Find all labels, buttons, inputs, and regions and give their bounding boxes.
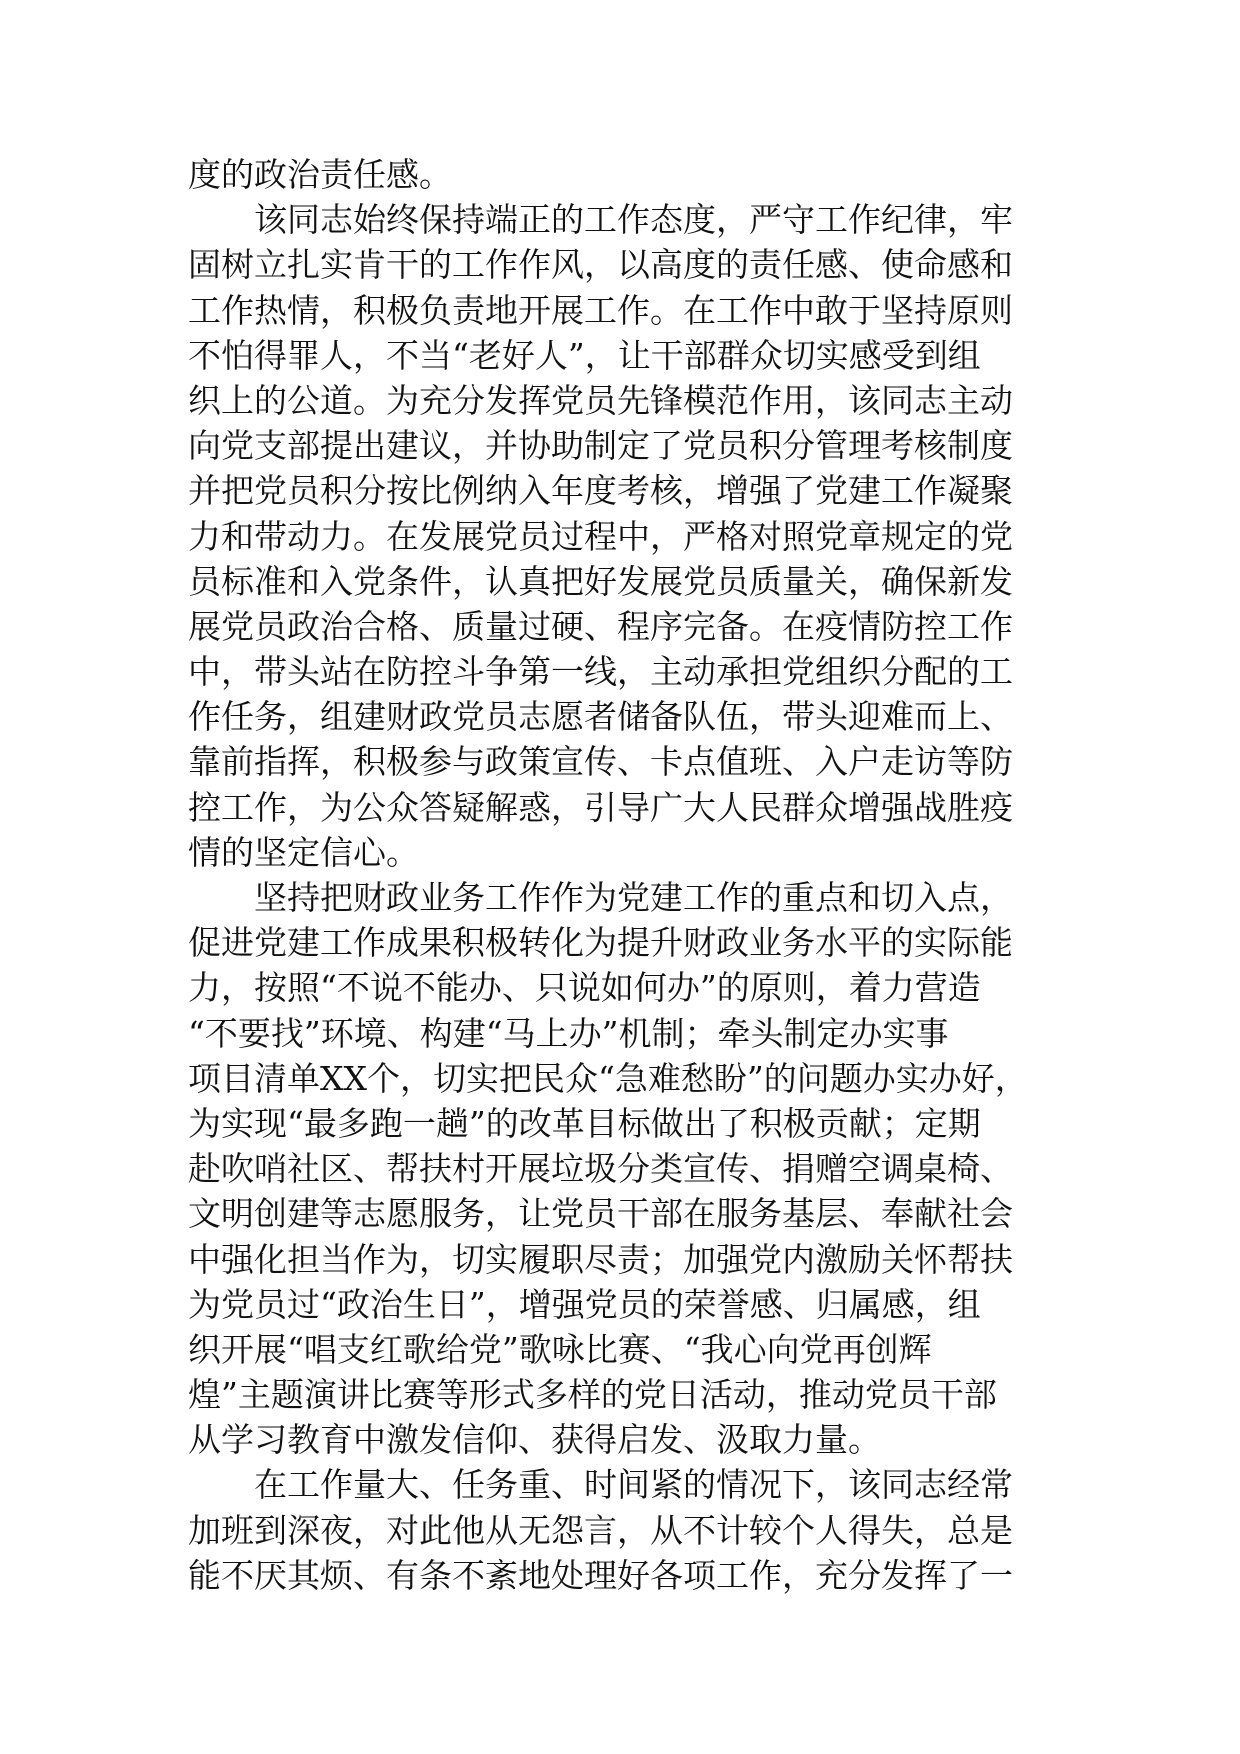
- text-line: 展党员政治合格、质量过硬、程序完备。在疫情防控工作: [188, 606, 1013, 646]
- text-line: 工作热情，积极负责地开展工作。在工作中敢于坚持原则: [188, 290, 1013, 330]
- text-line: 向党支部提出建议，并协助制定了党员积分管理考核制度: [188, 426, 1013, 466]
- body-text: [188, 152, 1068, 1598]
- text-line: 该同志始终保持端正的工作态度，严守工作纪律，牢: [254, 200, 1013, 240]
- text-line: 中强化担当作为，切实履职尽责；加强党内激励关怀帮扶: [188, 1239, 1013, 1279]
- text-line: 力，按照“不说不能办、只说如何办”的原则，着力营造: [188, 968, 981, 1008]
- text-line: 并把党员积分按比例纳入年度考核，增强了党建工作凝聚: [188, 471, 1013, 511]
- text-line: 力和带动力。在发展党员过程中，严格对照党章规定的党: [188, 516, 1013, 556]
- text-line: “不要找”环境、构建“马上办”机制；牵头制定办实事: [188, 1013, 949, 1053]
- text-line: 固树立扎实肯干的工作作风，以高度的责任感、使命感和: [188, 245, 1013, 285]
- text-line: 加班到深夜，对此他从无怨言，从不计较个人得失，总是: [188, 1510, 1013, 1550]
- text-line: 度的政治责任感。: [188, 155, 452, 194]
- text-line: 为党员过“政治生日”，增强党员的荣誉感、归属感，组: [188, 1284, 981, 1324]
- text-line: 在工作量大、任务重、时间紧的情况下，该同志经常: [254, 1465, 1013, 1505]
- text-line: 员标准和入党条件，认真把好发展党员质量关，确保新发: [188, 561, 1013, 601]
- text-line: 能不厌其烦、有条不紊地处理好各项工作，充分发挥了一: [188, 1555, 1013, 1595]
- text-line: 煌”主题演讲比赛等形式多样的党日活动，推动党员干部: [188, 1375, 997, 1415]
- text-line: 为实现“最多跑一趟”的改革目标做出了积极贡献；定期: [188, 1103, 981, 1143]
- text-line: 情的坚定信心。: [188, 832, 419, 872]
- text-line: 不怕得罪人，不当“老好人”，让干部群众切实感受到组: [188, 335, 981, 375]
- text-line: 控工作，为公众答疑解惑，引导广大人民群众增强战胜疫: [188, 787, 1013, 827]
- text-line: 靠前指挥，积极参与政策宣传、卡点值班、入户走访等防: [188, 742, 1013, 782]
- text-line: 作任务，组建财政党员志愿者储备队伍，带头迎难而上、: [188, 697, 1013, 737]
- text-line: 赴吹哨社区、帮扶村开展垃圾分类宣传、捐赠空调桌椅、: [188, 1149, 1013, 1189]
- text-line: 织上的公道。为充分发挥党员先锋模范作用，该同志主动: [188, 380, 1013, 420]
- text-line: 坚持把财政业务工作作为党建工作的重点和切入点，: [254, 878, 1013, 917]
- text-line: 文明创建等志愿服务，让党员干部在服务基层、奉献社会: [188, 1194, 1013, 1234]
- text-line: 织开展“唱支红歌给党”歌咏比赛、“我心向党再创辉: [188, 1329, 932, 1369]
- text-line: 促进党建工作成果积极转化为提升财政业务水平的实际能: [188, 923, 1013, 963]
- text-line: 从学习教育中激发信仰、获得启发、汲取力量。: [188, 1420, 881, 1460]
- text-line: 项目清单XX个，切实把民众“急难愁盼”的问题办实办好，: [188, 1058, 1028, 1098]
- text-line: 中，带头站在防控斗争第一线，主动承担党组织分配的工: [188, 652, 1013, 692]
